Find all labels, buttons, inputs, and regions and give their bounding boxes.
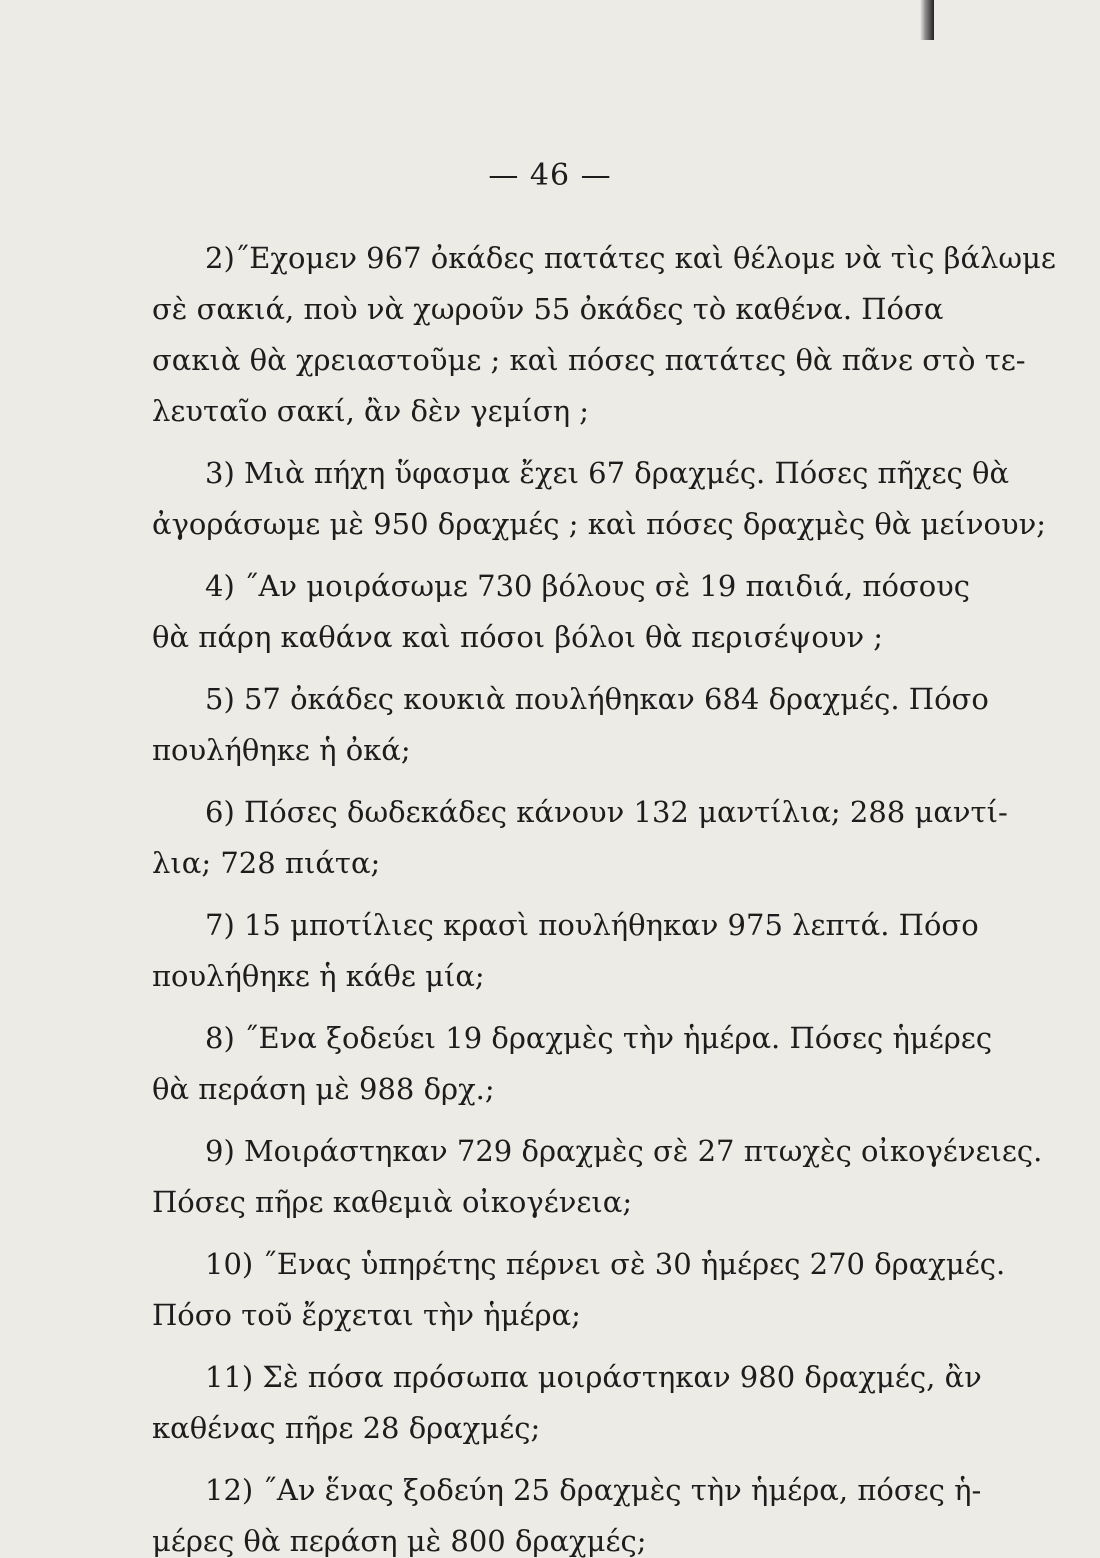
problem-2-line-4: λευταῖο σακί, ἂν δὲν γεμίση ; — [152, 394, 590, 428]
problem-8-line-1: 8) ˝Ενα ξοδεύει 19 δραχμὲς τὴν ἡμέρα. Πόσες ἡμέρες — [205, 1021, 993, 1055]
page-number: — 46 — — [488, 158, 612, 193]
problem-9-line-1: 9) Μοιράστηκαν 729 δραχμὲς σὲ 27 πτωχὲς οἰκογένειες. — [205, 1134, 1043, 1168]
problem-6-line-2: λια; 728 πιάτα; — [152, 846, 381, 880]
problem-5-line-2: πουλήθηκε ἡ ὀκά; — [152, 733, 411, 767]
problem-11-line-2: καθένας πῆρε 28 δραχμές; — [152, 1411, 541, 1445]
problem-12-line-2: μέρες θὰ περάση μὲ 800 δραχμές; — [152, 1524, 647, 1558]
problem-2-line-1: 2)˝Εχομεν 967 ὀκάδες πατάτες καὶ θέλομε νὰ τὶς βάλωμε — [205, 241, 1056, 275]
problem-7-line-1: 7) 15 μποτίλιες κρασὶ πουλήθηκαν 975 λεπτά. Πόσο — [205, 908, 979, 942]
problem-6-line-1: 6) Πόσες δωδεκάδες κάνουν 132 μαντίλια; 288 μαντί- — [205, 795, 1008, 829]
problem-4-line-1: 4) ˝Αν μοιράσωμε 730 βόλους σὲ 19 παιδιά, πόσους — [205, 569, 971, 603]
problem-12-line-1: 12) ˝Αν ἕνας ξοδεύη 25 δραχμὲς τὴν ἡμέρα, πόσες ἡ- — [205, 1473, 982, 1507]
problem-2-line-3: σακιὰ θὰ χρειαστοῦμε ; καὶ πόσες πατάτες θὰ πᾶνε στὸ τε- — [152, 343, 1026, 377]
problem-3-line-1: 3) Μιὰ πήχη ὕφασμα ἔχει 67 δραχμές. Πόσες πῆχες θὰ — [205, 456, 1010, 490]
problem-10-line-2: Πόσο τοῦ ἔρχεται τὴν ἡμέρα; — [152, 1298, 581, 1332]
problem-10-line-1: 10) ˝Ενας ὑπηρέτης πέρνει σὲ 30 ἡμέρες 270 δραχμές. — [205, 1247, 1006, 1281]
problem-9-line-2: Πόσες πῆρε καθεμιὰ οἰκογένεια; — [152, 1185, 633, 1219]
problem-4-line-2: θὰ πάρη καθάνα καὶ πόσοι βόλοι θὰ περισέψουν ; — [152, 620, 884, 654]
problem-5-line-1: 5) 57 ὀκάδες κουκιὰ πουλήθηκαν 684 δραχμές. Πόσο — [205, 682, 989, 716]
problem-11-line-1: 11) Σὲ πόσα πρόσωπα μοιράστηκαν 980 δραχμές, ἂν — [205, 1360, 982, 1394]
problem-2-line-2: σὲ σακιά, ποὺ νὰ χωροῦν 55 ὀκάδες τὸ καθένα. Πόσα — [152, 292, 944, 326]
problem-8-line-2: θὰ περάση μὲ 988 δρχ.; — [152, 1072, 495, 1106]
page-edge-shadow — [920, 0, 934, 40]
problem-3-line-2: ἀγοράσωμε μὲ 950 δραχμές ; καὶ πόσες δραχμὲς θὰ μείνουν; — [152, 507, 1046, 541]
problem-7-line-2: πουλήθηκε ἡ κάθε μία; — [152, 959, 485, 993]
